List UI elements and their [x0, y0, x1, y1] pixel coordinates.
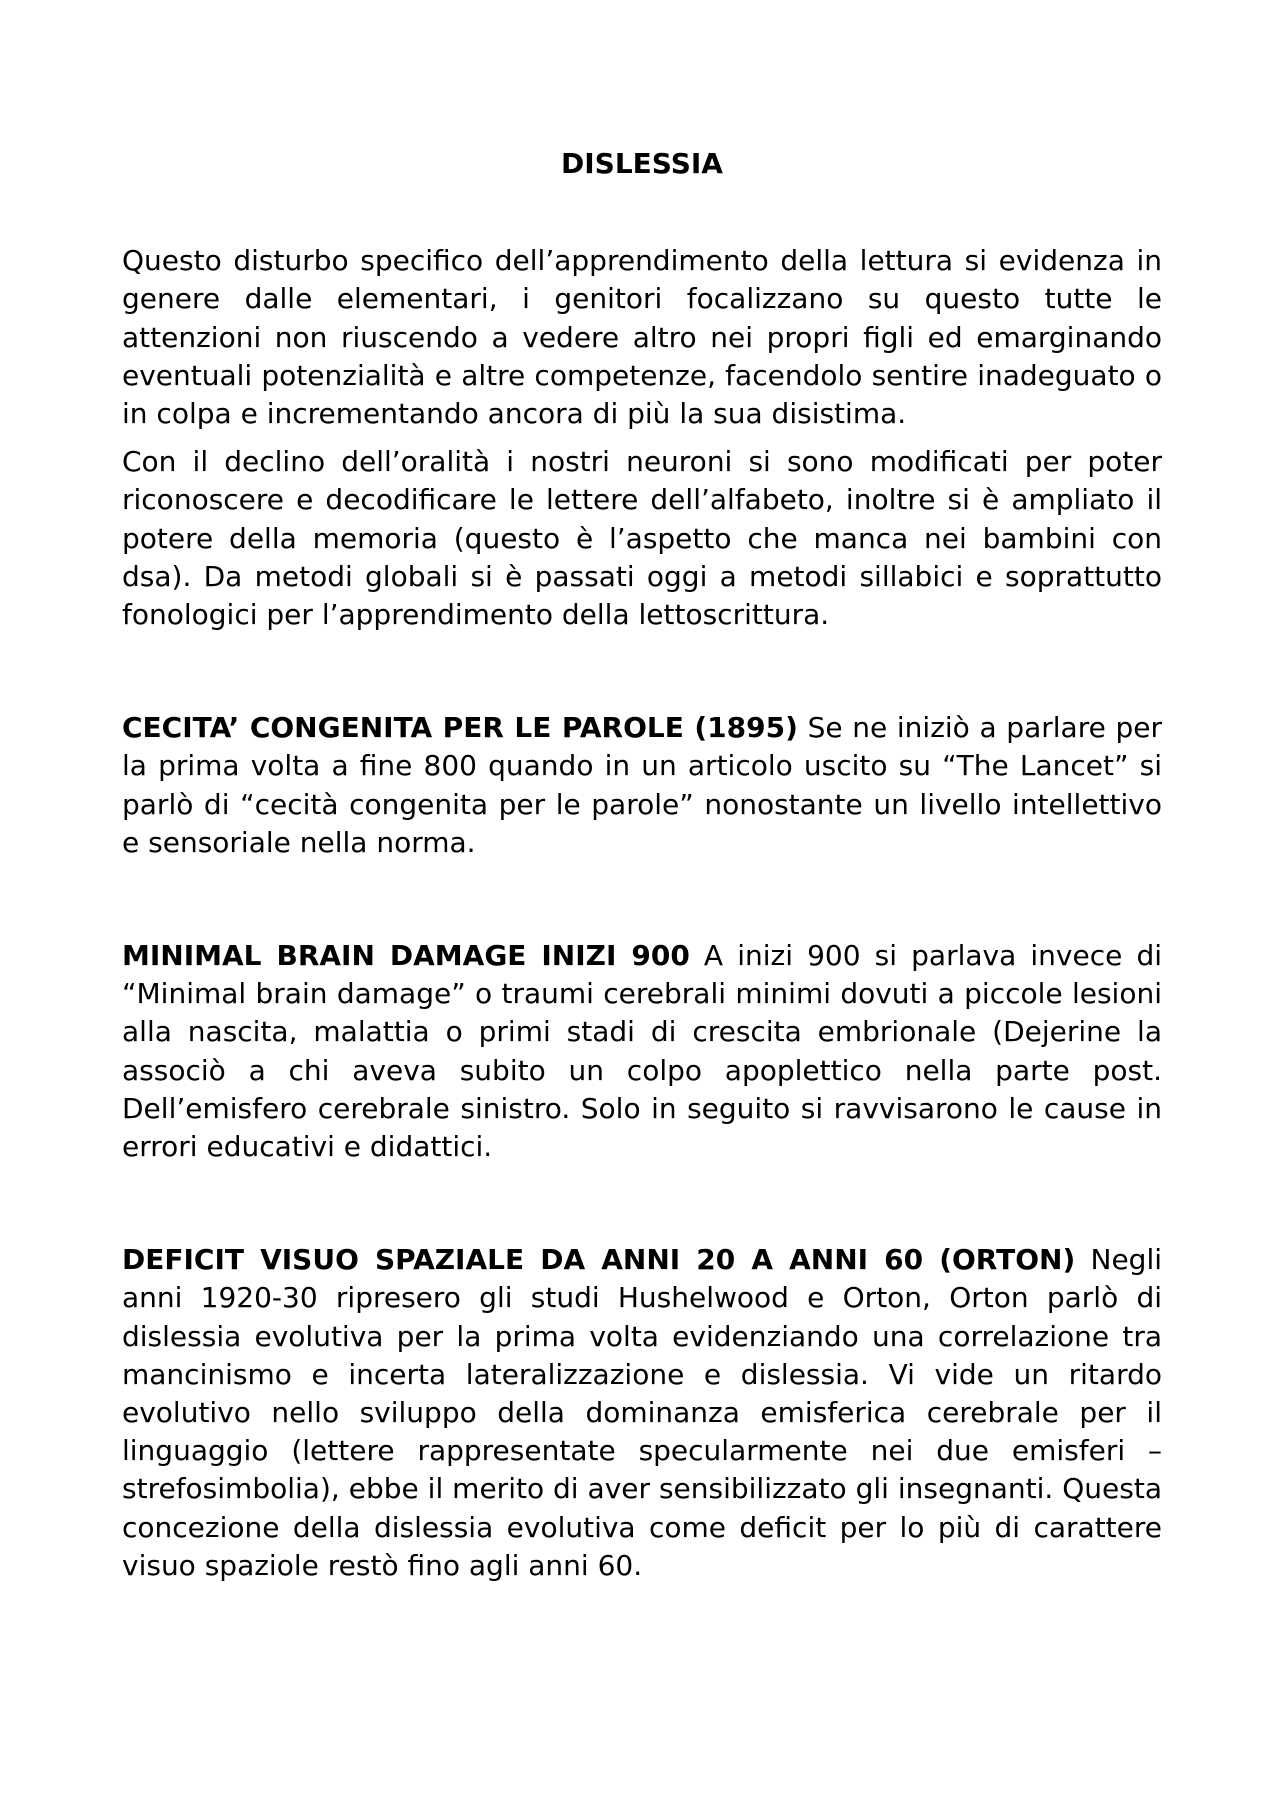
- paragraph-intro: [122, 242, 1162, 433]
- section-deficit-visuo-spaziale-heading: DEFICIT VISUO SPAZIALE DA ANNI 20 A ANNI 60 (ORTON): [122, 1243, 1076, 1277]
- section-cecita: [122, 709, 1162, 862]
- section-minimal-brain-damage-text: A inizi 900 si parlava invece di “Minimal brain damage” o traumi cerebrali minimi dovuti a piccole lesioni alla nascita, malattia o primi stadi di crescita embrionale (Dejerine la associò a chi aveva subito un colpo apoplettico nella parte post. Dell’emisfero cerebrale sinistro. Solo in seguito si ravvisarono le cause in errori educativi e didattici.: [122, 939, 1162, 1164]
- section-cecita-text: Se ne iniziò a parlare per la prima volta a fine 800 quando in un articolo uscito su “The Lancet” si parlò di “cecità congenita per le parole” nonostante un livello intellettivo e sensoriale nella norma.: [122, 711, 1162, 859]
- paragraph-oralita: [122, 443, 1162, 634]
- section-minimal-brain-damage: [122, 937, 1162, 1166]
- section-deficit-visuo-spaziale-text: Negli anni 1920-30 ripresero gli studi Hushelwood e Orton, Orton parlò di dislessia evolutiva per la prima volta evidenziando una correlazione tra mancinismo e incerta lateralizzazione e dislessia. Vi vide un ritardo evolutivo nello sviluppo della dominanza emisferica cerebrale per il linguaggio (lettere rappresentate specularmente nei due emisferi – strefosimbolia), ebbe il merito di aver sensibilizzato gli insegnanti. Questa concezione della dislessia evolutiva come deficit per lo più di carattere visuo spaziole restò fino agli anni 60.: [122, 1243, 1163, 1582]
- section-cecita-heading: CECITA’ CONGENITA PER LE PAROLE (1895): [122, 711, 798, 745]
- paragraph-oralita-text: Con il declino dell’oralità i nostri neuroni si sono modificati per poter riconoscere e decodificare le lettere dell’alfabeto, inoltre si è ampliato il potere della memoria (questo è l’aspetto che manca nei bambini con dsa). Da metodi globali si è passati oggi a metodi sillabici e soprattutto fonologici per l’apprendimento della lettoscrittura.: [122, 445, 1162, 632]
- section-minimal-brain-damage-heading: MINIMAL BRAIN DAMAGE INIZI 900: [122, 939, 690, 973]
- document-title: DISLESSIA: [561, 147, 723, 180]
- document-page: [122, 145, 1162, 1585]
- section-deficit-visuo-spaziale: [122, 1241, 1162, 1585]
- paragraph-intro-text: Questo disturbo specifico dell’apprendimento della lettura si evidenza in genere dalle elementari, i genitori focalizzano su questo tutte le attenzioni non riuscendo a vedere altro nei propri figli ed emarginando eventuali potenzialità e altre competenze, facendolo sentire inadeguato o in colpa e incrementando ancora di più la sua disistima.: [122, 244, 1162, 431]
